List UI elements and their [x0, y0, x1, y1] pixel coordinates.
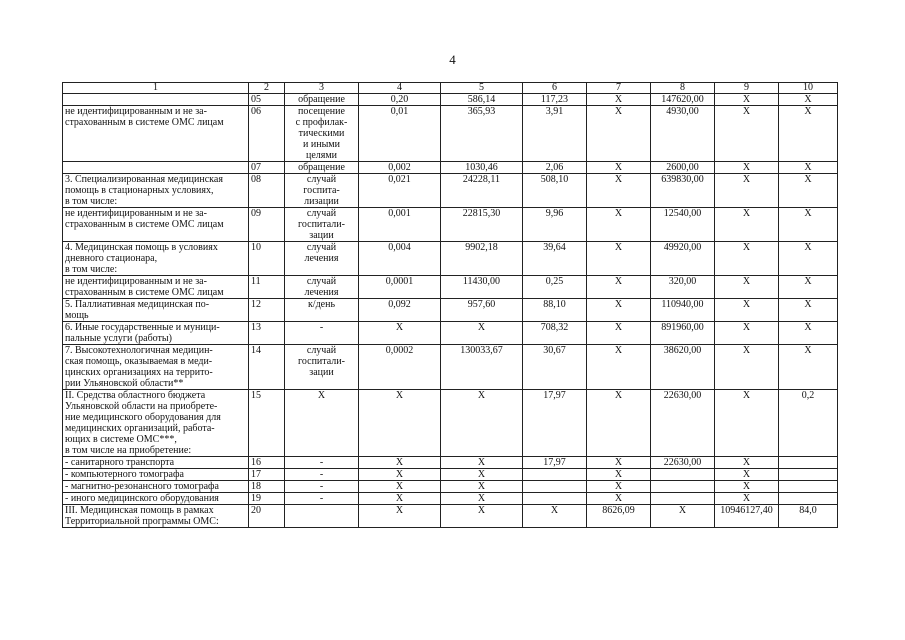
table-cell: 508,10 [523, 174, 587, 208]
table-cell: 17 [249, 469, 285, 481]
table-cell: X [715, 390, 779, 457]
table-cell: 08 [249, 174, 285, 208]
table-cell: X [715, 299, 779, 322]
table-cell: 17,97 [523, 457, 587, 469]
table-cell: 07 [249, 162, 285, 174]
table-cell: III. Медицинская помощь в рамках Территориальной программы ОМС: [63, 505, 249, 528]
header-cell: 2 [249, 83, 285, 94]
table-cell: 586,14 [441, 94, 523, 106]
table-cell: 3,91 [523, 106, 587, 162]
table-cell: 0,092 [359, 299, 441, 322]
table-cell: 957,60 [441, 299, 523, 322]
table-cell: 0,20 [359, 94, 441, 106]
table-cell: 24228,11 [441, 174, 523, 208]
table-cell: X [441, 481, 523, 493]
table-cell: 18 [249, 481, 285, 493]
table-cell: X [779, 299, 838, 322]
table-cell: X [587, 208, 651, 242]
table-cell: X [441, 505, 523, 528]
table-cell: X [587, 162, 651, 174]
table-cell: X [715, 242, 779, 276]
table-cell: 38620,00 [651, 345, 715, 390]
table-cell: X [587, 106, 651, 162]
table-row [63, 106, 838, 162]
table-row [63, 493, 838, 505]
table-cell [779, 493, 838, 505]
table-cell: 88,10 [523, 299, 587, 322]
table-cell: - магнитно-резонансного томографа [63, 481, 249, 493]
table-cell: 10946127,40 [715, 505, 779, 528]
table-cell: 2,06 [523, 162, 587, 174]
table-cell [651, 493, 715, 505]
table-cell: 13 [249, 322, 285, 345]
table-cell: X [779, 345, 838, 390]
table-cell: 20 [249, 505, 285, 528]
table-cell: X [779, 106, 838, 162]
header-cell: 3 [285, 83, 359, 94]
table-cell: X [359, 505, 441, 528]
table-cell: X [779, 276, 838, 299]
table-cell: 09 [249, 208, 285, 242]
table-cell: 3. Специализированная медицинская помощь в стационарных условиях, в том числе: [63, 174, 249, 208]
table-cell: - санитарного транспорта [63, 457, 249, 469]
table-cell: - [285, 457, 359, 469]
table-cell: - [285, 493, 359, 505]
table-cell: X [587, 457, 651, 469]
table-cell [63, 94, 249, 106]
header-cell: 5 [441, 83, 523, 94]
table-cell [779, 469, 838, 481]
table-cell: посещение с профилак- тическими и иными целями [285, 106, 359, 162]
table-row [63, 469, 838, 481]
table-cell: X [779, 174, 838, 208]
table-cell: случай госпитали- зации [285, 345, 359, 390]
table-cell: 0,002 [359, 162, 441, 174]
table-cell: X [359, 322, 441, 345]
header-cell: 8 [651, 83, 715, 94]
table-cell [285, 505, 359, 528]
table-cell: 12 [249, 299, 285, 322]
table-cell: 06 [249, 106, 285, 162]
table-cell: случай госпита- лизации [285, 174, 359, 208]
table-cell [651, 469, 715, 481]
table-cell: 6. Иные государственные и муници- пальные услуги (работы) [63, 322, 249, 345]
table-cell: X [715, 457, 779, 469]
table-row [63, 322, 838, 345]
table-cell: 7. Высокотехнологичная медицин- ская помощь, оказываемая в меди- цинских организациях на террито- рии Ульяновской области** [63, 345, 249, 390]
header-cell: 4 [359, 83, 441, 94]
table-cell: 2600,00 [651, 162, 715, 174]
table-cell: не идентифицированным и не за- страхованным в системе ОМС лицам [63, 208, 249, 242]
table-cell: не идентифицированным и не за- страхованным в системе ОМС лицам [63, 276, 249, 299]
table-cell: X [587, 469, 651, 481]
financing-table [62, 82, 838, 528]
header-cell: 10 [779, 83, 838, 94]
table-cell [779, 457, 838, 469]
table-cell: X [359, 390, 441, 457]
table-cell: - [285, 469, 359, 481]
table-cell: X [441, 469, 523, 481]
table-cell: 15 [249, 390, 285, 457]
table-cell: 0,0001 [359, 276, 441, 299]
header-cell: 1 [63, 83, 249, 94]
table-cell: обращение [285, 94, 359, 106]
table-cell: X [715, 345, 779, 390]
header-cell: 9 [715, 83, 779, 94]
table-cell: 12540,00 [651, 208, 715, 242]
table-cell: 639830,00 [651, 174, 715, 208]
header-cell: 7 [587, 83, 651, 94]
table-cell: X [587, 299, 651, 322]
table-cell: не идентифицированным и не за- страхованным в системе ОМС лицам [63, 106, 249, 162]
table-cell: 8626,09 [587, 505, 651, 528]
table-cell: 891960,00 [651, 322, 715, 345]
table-cell: X [359, 469, 441, 481]
table-cell: X [441, 493, 523, 505]
table-cell: X [715, 481, 779, 493]
table-cell: X [715, 162, 779, 174]
table-cell: X [715, 94, 779, 106]
table-cell: 0,25 [523, 276, 587, 299]
table-cell: X [523, 505, 587, 528]
table-header-row [63, 83, 838, 94]
table-cell [523, 481, 587, 493]
table-cell: X [779, 208, 838, 242]
table-cell [779, 481, 838, 493]
table-cell: X [715, 276, 779, 299]
table-cell: 9,96 [523, 208, 587, 242]
table-cell: 49920,00 [651, 242, 715, 276]
table-cell: 0,021 [359, 174, 441, 208]
table-cell: X [587, 493, 651, 505]
table-cell: - [285, 322, 359, 345]
table-cell: X [715, 493, 779, 505]
table-row [63, 505, 838, 528]
table-cell: X [587, 322, 651, 345]
table-cell [63, 162, 249, 174]
table-cell: 0,0002 [359, 345, 441, 390]
table-cell: случай лечения [285, 242, 359, 276]
table-cell: 0,004 [359, 242, 441, 276]
table-cell: X [587, 242, 651, 276]
table-cell: X [441, 390, 523, 457]
table-cell: 84,0 [779, 505, 838, 528]
table-cell: 30,67 [523, 345, 587, 390]
table-cell: - иного медицинского оборудования [63, 493, 249, 505]
table-row [63, 390, 838, 457]
table-row [63, 242, 838, 276]
table-cell: 117,23 [523, 94, 587, 106]
table-row [63, 94, 838, 106]
table-cell: X [587, 481, 651, 493]
table-cell: X [587, 174, 651, 208]
table-row [63, 162, 838, 174]
table-row [63, 481, 838, 493]
table-cell: X [441, 322, 523, 345]
table-row [63, 457, 838, 469]
table-cell [523, 493, 587, 505]
table-cell: 4. Медицинская помощь в условиях дневного стационара, в том числе: [63, 242, 249, 276]
table-cell: X [359, 481, 441, 493]
table-cell: 16 [249, 457, 285, 469]
header-cell: 6 [523, 83, 587, 94]
table-cell: 0,2 [779, 390, 838, 457]
table-cell: 22630,00 [651, 390, 715, 457]
table-cell: X [715, 106, 779, 162]
table-row [63, 174, 838, 208]
table-cell: 5. Паллиативная медицинская по- мощь [63, 299, 249, 322]
table-cell: обращение [285, 162, 359, 174]
table-cell: X [779, 94, 838, 106]
table-cell: 22630,00 [651, 457, 715, 469]
table-cell: X [587, 276, 651, 299]
table-cell: 320,00 [651, 276, 715, 299]
table-cell: 11 [249, 276, 285, 299]
page-number: 4 [449, 52, 456, 67]
table-cell: 19 [249, 493, 285, 505]
table-cell: 17,97 [523, 390, 587, 457]
table-cell: 39,64 [523, 242, 587, 276]
table-cell: X [587, 345, 651, 390]
table-cell: к/день [285, 299, 359, 322]
table-cell: 9902,18 [441, 242, 523, 276]
table-cell: X [651, 505, 715, 528]
table-cell: 14 [249, 345, 285, 390]
table-cell: X [779, 322, 838, 345]
table-cell: X [587, 390, 651, 457]
table-cell: X [715, 469, 779, 481]
table-cell: X [779, 162, 838, 174]
table-cell: X [359, 457, 441, 469]
table-cell: 0,01 [359, 106, 441, 162]
table-cell: X [715, 322, 779, 345]
table-cell: X [715, 208, 779, 242]
table-cell: 05 [249, 94, 285, 106]
table-cell: 11430,00 [441, 276, 523, 299]
table-cell: 147620,00 [651, 94, 715, 106]
table-cell: 708,32 [523, 322, 587, 345]
table-cell: 1030,46 [441, 162, 523, 174]
table-cell: - [285, 481, 359, 493]
table-cell: 130033,67 [441, 345, 523, 390]
table-row [63, 208, 838, 242]
table-cell: 22815,30 [441, 208, 523, 242]
table-cell: II. Средства областного бюджета Ульяновской области на приобрете- ние медицинского оборудования для медицинских организаций, работа- ющих в системе ОМС***, в том числе на приобретение: [63, 390, 249, 457]
table-row [63, 276, 838, 299]
table-cell: случай госпитали- зации [285, 208, 359, 242]
table-cell: X [715, 174, 779, 208]
table-row [63, 299, 838, 322]
table-cell [523, 469, 587, 481]
table-cell: 365,93 [441, 106, 523, 162]
table-cell: 4930,00 [651, 106, 715, 162]
table-cell [651, 481, 715, 493]
table-cell: 110940,00 [651, 299, 715, 322]
table-cell: X [359, 493, 441, 505]
table-cell: 10 [249, 242, 285, 276]
table-cell: - компьютерного томографа [63, 469, 249, 481]
table-cell: X [441, 457, 523, 469]
table-row [63, 345, 838, 390]
table-cell: X [285, 390, 359, 457]
table-cell: X [587, 94, 651, 106]
table-cell: 0,001 [359, 208, 441, 242]
table-cell: X [779, 242, 838, 276]
table-cell: случай лечения [285, 276, 359, 299]
